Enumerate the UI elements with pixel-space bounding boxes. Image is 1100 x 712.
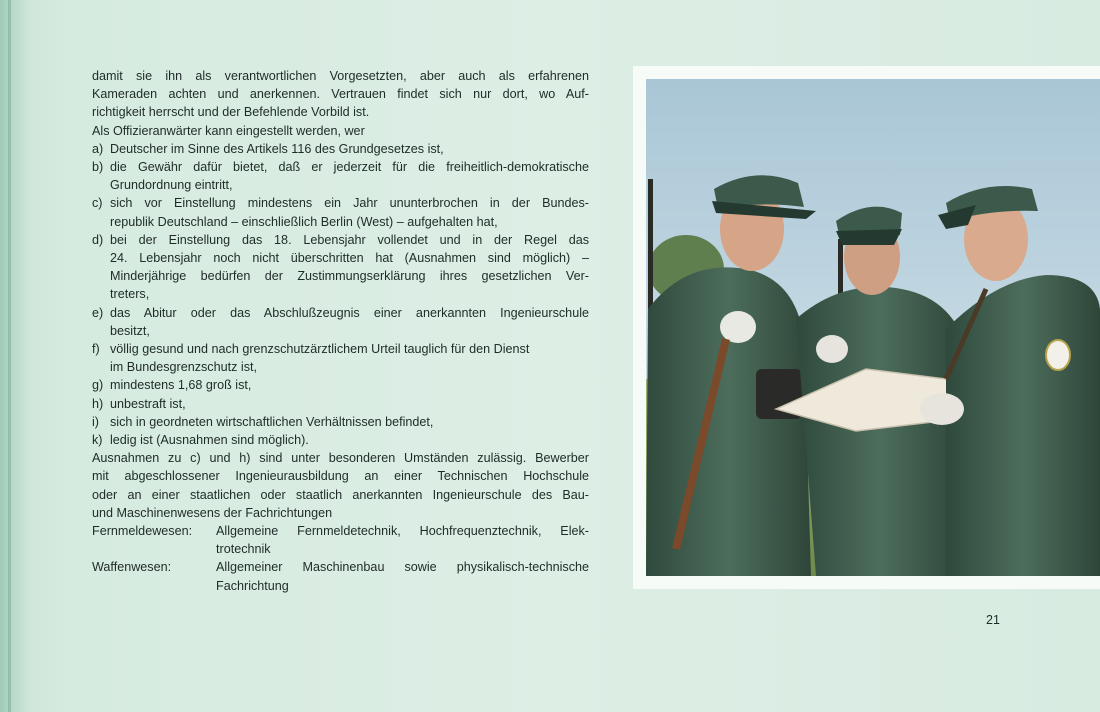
after-line: oder an einer staatlichen oder staatlich anerkannten Ingenieurschule des Bau- [92, 487, 589, 502]
field-line: Fachrichtung [216, 578, 289, 593]
item-marker: b) [92, 160, 104, 175]
requirement-item [92, 304, 589, 340]
field-line: trotechnik [216, 542, 271, 557]
item-line: Deutscher im Sinne des Artikels 116 des Grundgesetzes ist, [110, 141, 444, 156]
item-line: im Bundesgrenzschutz ist, [110, 360, 257, 375]
item-line: Minderjährige bedürfen der Zustimmungserklärung ihres gesetzlichen Ver- [110, 269, 589, 284]
sleeve-badge [1046, 340, 1070, 370]
field-line: Allgemeiner Maschinenbau sowie physikalisch-technische [216, 560, 589, 575]
item-line: sich in geordneten wirtschaftlichen Verhältnissen befindet, [110, 414, 434, 429]
item-line: treters, [110, 287, 150, 302]
item-marker: f) [92, 342, 100, 357]
glove [720, 311, 756, 343]
requirement-item [92, 194, 589, 230]
item-line: mindestens 1,68 groß ist, [110, 378, 252, 393]
item-line: republik Deutschland – einschließlich Berlin (West) – aufgehalten hat, [110, 214, 498, 229]
intro-line: Kameraden achten und anerkennen. Vertrauen findet sich nur dort, wo Auf- [92, 87, 589, 102]
requirement-item [92, 413, 589, 431]
item-marker: e) [92, 305, 104, 320]
item-marker: d) [92, 232, 104, 247]
requirement-item [92, 158, 589, 194]
photo-illustration [646, 79, 1100, 576]
page-number: 21 [986, 613, 1000, 627]
requirement-item [92, 140, 589, 158]
cap-visor [836, 229, 902, 245]
after-line: und Maschinenwesens der Fachrichtungen [92, 505, 333, 520]
glove [920, 393, 964, 425]
spine-edge [8, 0, 11, 712]
item-line: ledig ist (Ausnahmen sind möglich). [110, 433, 309, 448]
soldier-middle-body [796, 287, 964, 576]
item-line: Grundordnung eintritt, [110, 178, 233, 193]
intro-line: damit sie ihn als verantwortlichen Vorgesetzten, aber auch als erfahrenen [92, 69, 589, 83]
after-line: mit abgeschlossener Ingenieurausbildung an einer Technischen Hochschule [92, 469, 589, 484]
intro-line: richtigkeit herrscht und der Befehlende Vorbild ist. [92, 105, 370, 120]
item-marker: h) [92, 396, 104, 411]
item-line: das Abitur oder das Abschlußzeugnis einer anerkannten Ingenieurschule [110, 305, 589, 320]
item-line: unbestraft ist, [110, 396, 186, 411]
lead-sentence: Als Offizieranwärter kann eingestellt werden, wer [92, 123, 365, 138]
body-text [92, 67, 589, 595]
item-line: sich vor Einstellung mindestens ein Jahr ununterbrochen in der Bundes- [110, 196, 589, 211]
soldier-right-body [946, 275, 1100, 576]
requirement-item [92, 431, 589, 449]
field-term: Fernmeldewesen: [92, 524, 193, 539]
field-term: Waffenwesen: [92, 560, 172, 575]
item-marker: g) [92, 378, 104, 393]
requirement-item [92, 395, 589, 413]
requirement-item [92, 376, 589, 394]
item-line: völlig gesund und nach grenzschutzärztlichem Urteil tauglich für den Dienst [110, 342, 530, 357]
item-line: die Gewähr dafür bietet, daß er jederzeit für die freiheitlich-demokratische [110, 160, 589, 175]
book-spine [0, 0, 30, 712]
after-line: Ausnahmen zu c) und h) sind unter besonderen Umständen zulässig. Bewerber [92, 451, 589, 466]
field-line: Allgemeine Fernmeldetechnik, Hochfrequenztechnik, Elek- [216, 524, 589, 539]
item-marker: c) [92, 196, 103, 211]
field-definition [92, 558, 589, 594]
item-marker: i) [92, 414, 99, 429]
item-line: 24. Lebensjahr noch nicht überschritten hat (Ausnahmen sind möglich) – [110, 251, 589, 266]
requirement-item [92, 340, 589, 376]
item-line: besitzt, [110, 323, 150, 338]
field-definition [92, 522, 589, 558]
item-line: bei der Einstellung das 18. Lebensjahr vollendet und in der Regel das [110, 232, 589, 247]
soldiers-photo [646, 79, 1100, 576]
item-marker: a) [92, 141, 104, 156]
item-marker: k) [92, 433, 103, 448]
requirement-item [92, 231, 589, 304]
glove [816, 335, 848, 363]
